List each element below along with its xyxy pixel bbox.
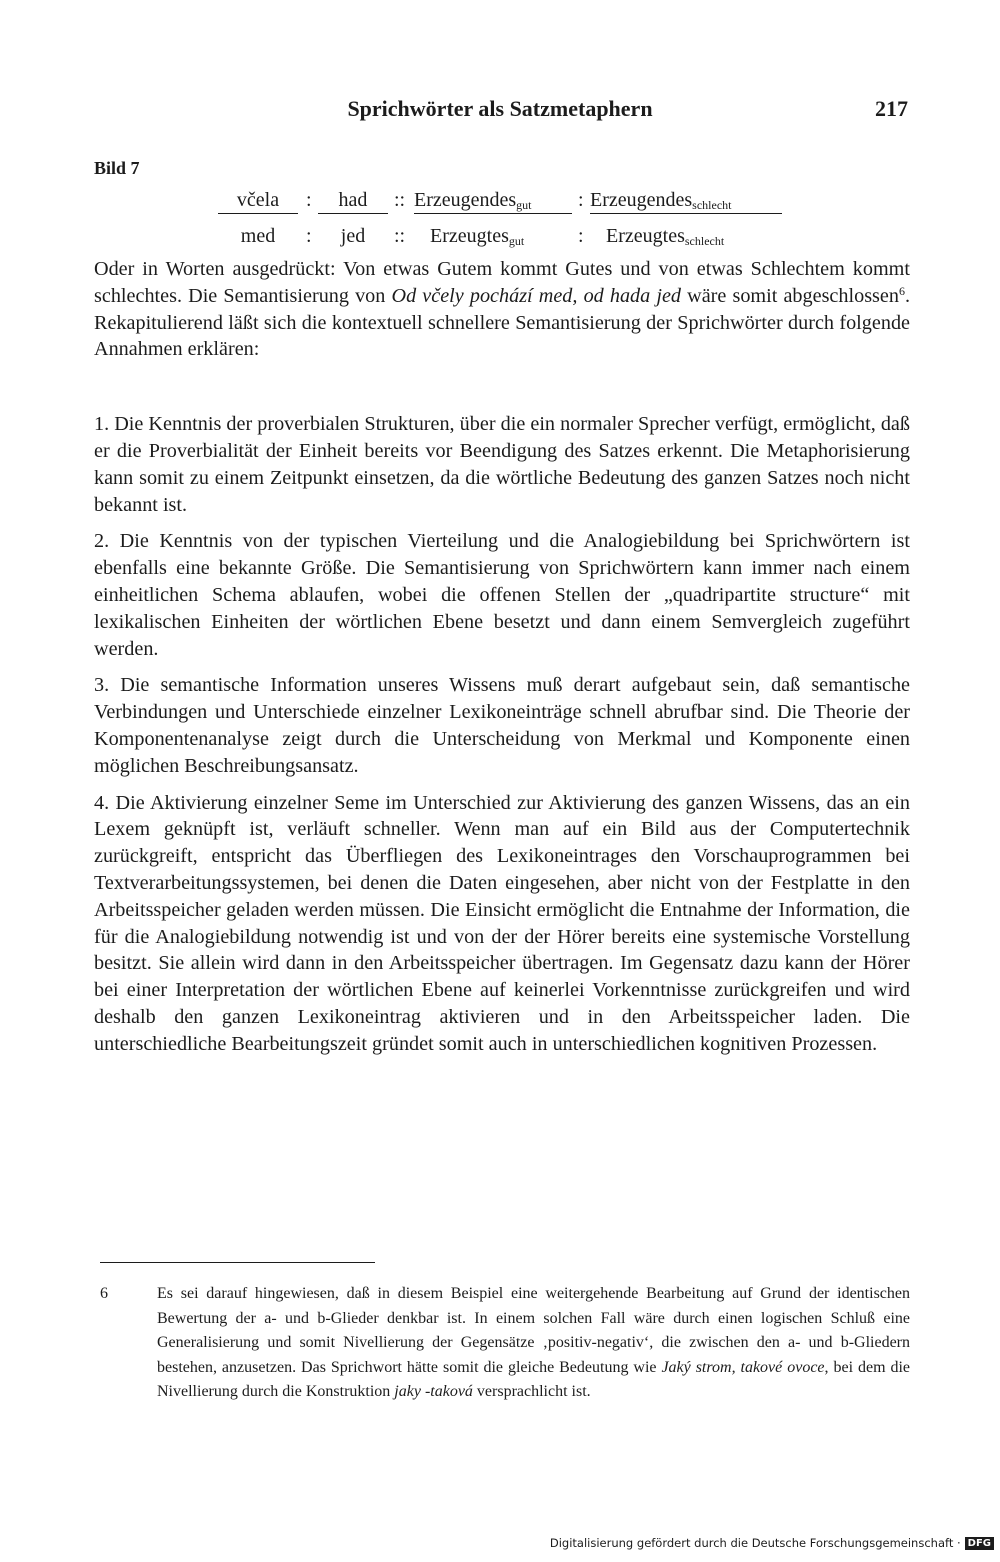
dfg-logo: DFG [965, 1537, 994, 1550]
footnote-divider [100, 1262, 375, 1263]
formula-separator: :: [394, 225, 406, 247]
formula-separator: : [306, 189, 312, 211]
formula-term-b1: had [318, 188, 388, 214]
list-item: 2. Die Kenntnis von der typischen Vierteilung und die Analogiebildung bei Sprichwörtern ist ebenfalls eine bekannte Größe. Die Semantisierung von Sprichwörtern kann immer nach einem einheitlichen Schema ablaufen, wobei die offenen Stellen der „quadripartite structure“ mit lexikalischen Einheiten der wörtlichen Ebene besetzt und dann einem Semvergleich zugeführt werden. [94, 530, 910, 660]
running-header-title: Sprichwörter als Satzmetaphern [347, 96, 653, 121]
figure-label: Bild 7 [94, 158, 140, 178]
formula-term-c1: Erzeugendes$_{gut}$ [414, 188, 572, 214]
formula-separator: : [306, 225, 312, 247]
formula-term-d1: Erzeugendes$_{schlecht}$ [590, 188, 782, 214]
intro-paragraph: Oder in Worten ausgedrückt: Von etwas Gutem kommt Gutes und von etwas Schlechtem kommt schlechtes. Die Semantisierung von Od včely pochází med, od hada jed wäre somit abgeschlossen$^6$. Rekapitulierend läßt sich die kontextuell schnellere Semantisierung der Sprichwörter durch folgende Annahmen erklären: [94, 258, 911, 361]
page-number: 217 [875, 96, 908, 121]
body-text [94, 256, 910, 1058]
formula-term-d2: Erzeugtes$_{schlecht}$ [606, 225, 725, 248]
footnote [100, 1282, 910, 1405]
list-item: 3. Die semantische Information unseres Wissens muß derart aufgebaut sein, daß semantische Verbindungen und Unterschiede einzelner Lexikoneinträge schnell abrufbar sind. Die Theorie der Komponentenanalyse zeigt durch die Unterscheidung von Merkmal und Komponente einen möglichen Beschreibungsansatz. [94, 674, 910, 777]
list-item: 4. Die Aktivierung einzelner Seme im Unterschied zur Aktivierung des ganzen Wissens, das an ein Lexem geknüpft ist, verläuft schneller. Wenn man auf ein Bild aus der Computertechnik zurückgreift, entspricht das Überfliegen des Lexikoneintrages den Vorschauprogrammen bei Textverarbeitungssystemen, bei denen die Daten eingesehen, aber nicht von der Festplatte in den Arbeitsspeicher geladen werden müssen. Die Einsicht ermöglicht die Entnahme der Information, die für die Analogiebildung notwendig ist und von der der Hörer bereits eine systemische Vorstellung besitzt. Sie allein wird dann in den Arbeitsspeicher übertragen. Im Gegensatz dazu kann der Hörer bei einer Interpretation der wörtlichen Ebene auf keinerlei Vorkenntnisse zurückgreifen und wird deshalb den ganzen Lexikoneintrag aktivieren und in den Arbeitsspeicher laden. Die unterschiedliche Bearbeitungszeit gründet somit auch in unterschiedlichen kognitiven Prozessen. [94, 791, 910, 1055]
formula-term-c2: Erzeugtes$_{gut}$ [430, 225, 525, 248]
formula-separator: :: [394, 189, 406, 211]
footnote-text: Es sei darauf hingewiesen, daß in diesem Beispiel eine weitergehende Bearbeitung auf Grund der identischen Bewertung der a- und b-Glieder denkbar ist. In einem solchen Fall wäre durch einen logischen Schluß eine Generalisierung und somit Nivellierung der Gegensätze ‚positiv-negativ‘, die zwischen den a- und b-Gliedern bestehen, anzusetzen. Das Sprichwort hätte somit die gleiche Bedeutung wie Jaký strom, takové ovoce, bei dem die Nivellierung durch die Konstruktion jaky -taková versprachlicht ist. [157, 1285, 911, 1400]
formula-separator: : [578, 189, 584, 211]
footnote-reference[interactable]: 6 [898, 283, 905, 298]
formula-term-a1: včela [218, 188, 298, 214]
formula-term-a2: med [240, 225, 276, 247]
footnote-number: 6 [100, 1285, 108, 1302]
funding-note: Digitalisierung gefördert durch die Deutsche Forschungsgemeinschaft · DFG [550, 1536, 994, 1550]
formula-separator: : [578, 225, 584, 247]
formula-term-b2: jed [340, 225, 366, 247]
list-item: 1. Die Kenntnis der proverbialen Strukturen, über die ein normaler Sprecher verfügt, ermöglicht, daß er die Proverbialität der Einheit bereits vor Beendigung des Satzes erkennt. Die Metaphorisierung kann somit zu einem Zeitpunkt einsetzen, da die wörtliche Bedeutung des ganzen Satzes noch nicht bekannt ist. [94, 413, 910, 516]
